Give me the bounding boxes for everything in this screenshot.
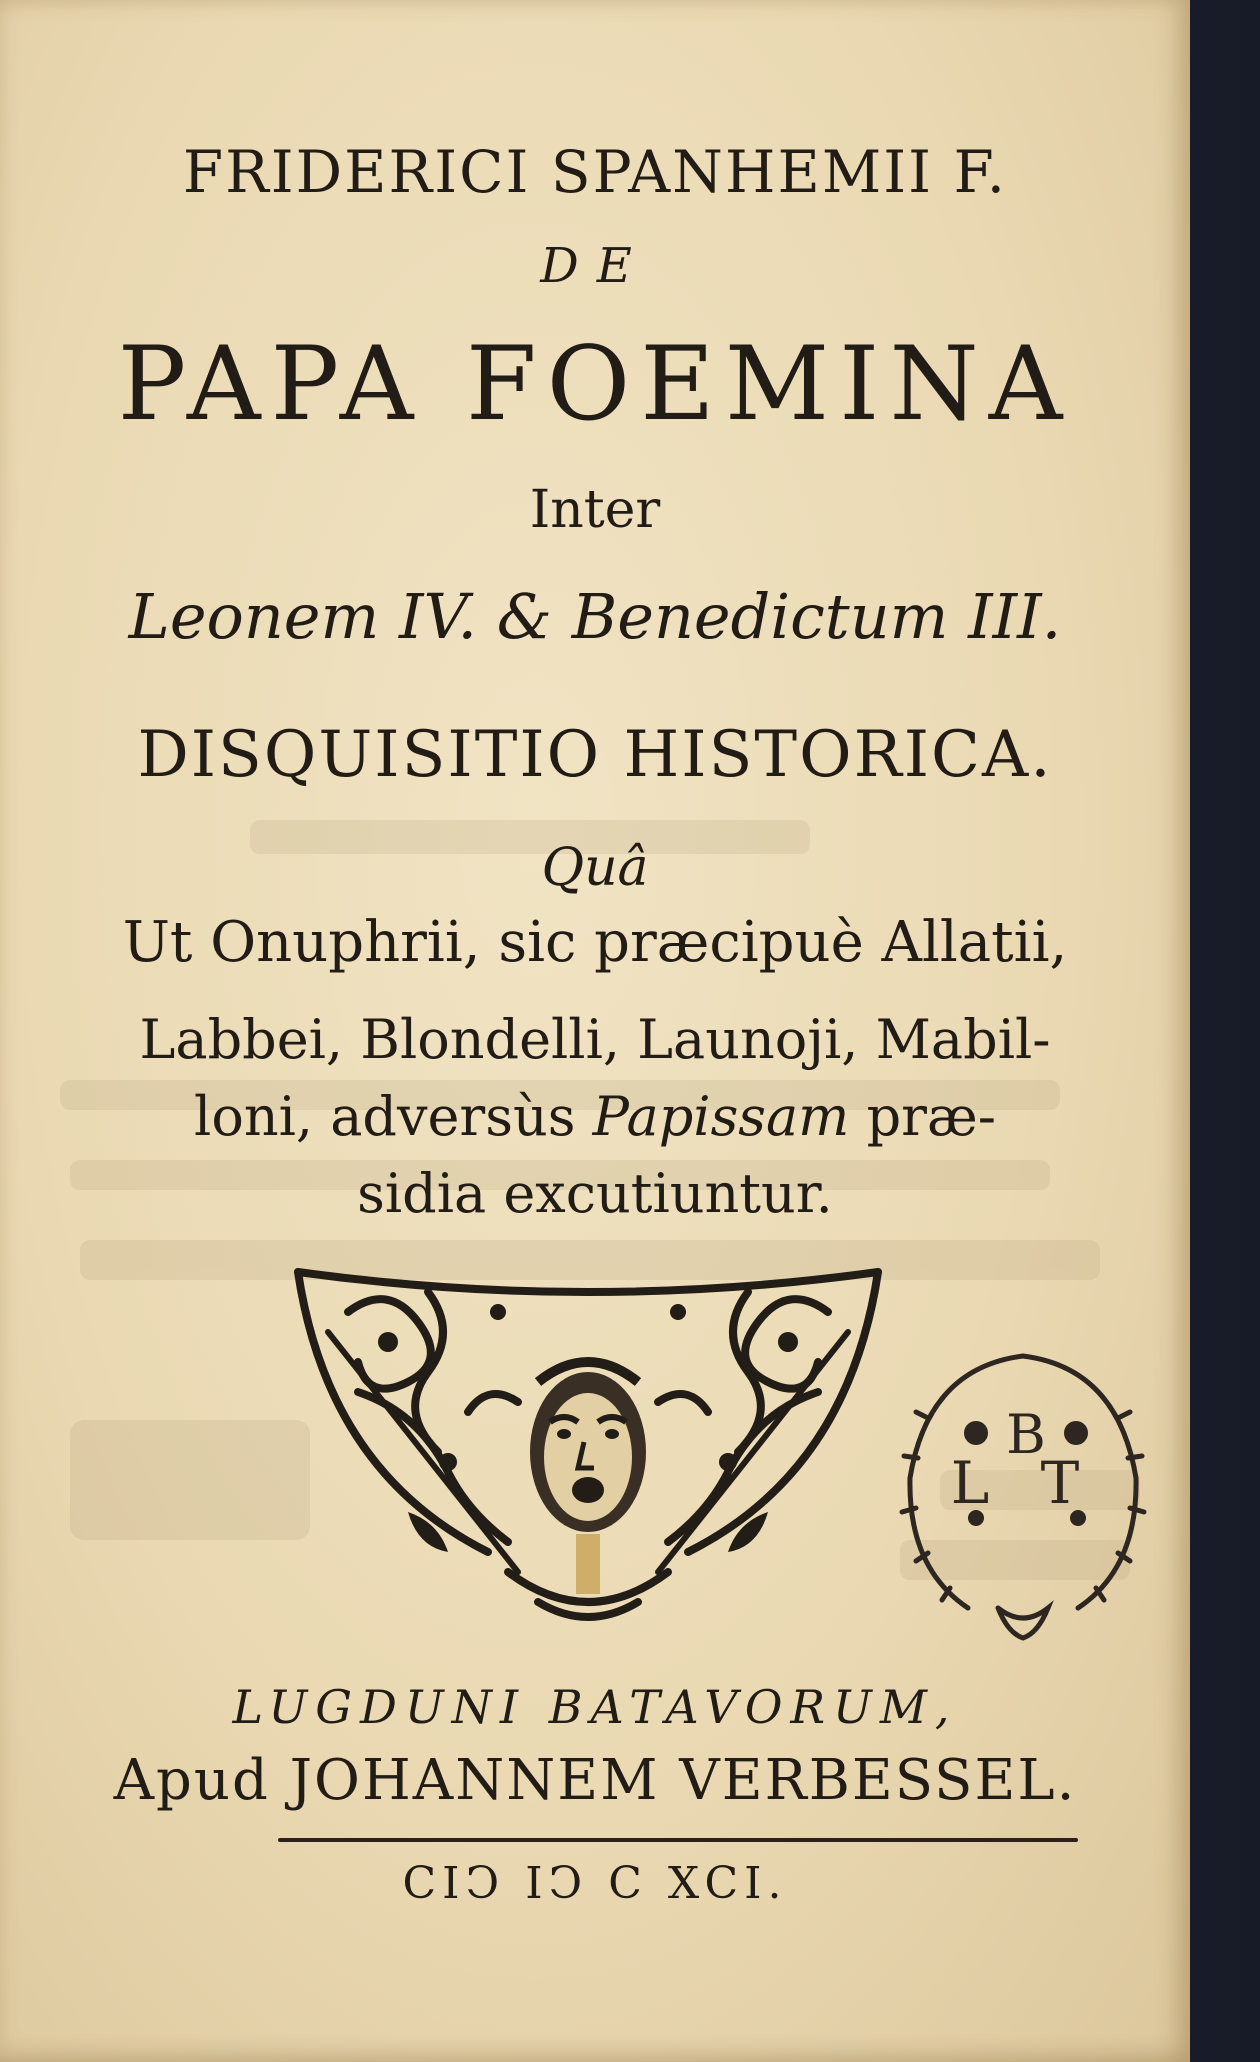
body-line-3 [0,1085,1190,1148]
body-line-2: Labbei, Blondelli, Launoji, Mabil- [139,1008,1051,1071]
body-line-4: sidia excutiuntur. [357,1162,833,1225]
body-line-1: Ut Onuphrii, sic præcipuè Allatii, [122,910,1068,975]
divider-rule [278,1838,1078,1842]
stamp-letter-l: L [950,1449,990,1517]
disquisitio-line: DISQUISITIO HISTORICA. [137,718,1053,792]
author-line: FRIDERICI SPANHEMII F. [182,138,1008,206]
main-title: PAPA FOEMINA [117,325,1073,444]
printers-ornament [288,1252,888,1642]
body-line-3-start: loni, adversùs [194,1085,576,1148]
qua-line: Quâ [541,838,649,898]
inter-line: Inter [529,480,661,540]
body-line-3-end: præ- [866,1085,996,1148]
publisher-line: Apud JOHANNEM VERBESSEL. [113,1748,1077,1813]
library-stamp [888,1338,1158,1648]
stamp-letter-t: T [1040,1449,1080,1517]
stamp-letter-b: B [1006,1403,1046,1466]
de-line: DE [540,238,650,294]
papissam-word: Papissam [592,1085,850,1148]
mask-face [530,1362,646,1594]
popes-line: Leonem IV. & Benedictum III. [128,580,1062,653]
place-line: LUGDUNI BATAVORUM, [232,1680,958,1734]
date-line: CIↃ IↃ C XCI. [402,1858,788,1909]
